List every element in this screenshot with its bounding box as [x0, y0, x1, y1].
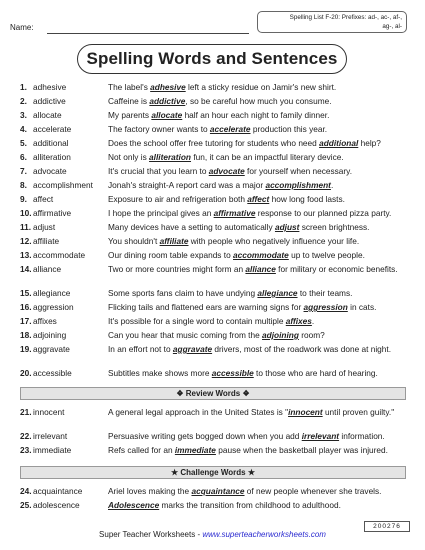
word-number: 14. [20, 264, 32, 274]
highlighted-word: immediate [174, 445, 216, 455]
spelling-word: additional [33, 138, 69, 148]
spelling-word: affixes [33, 316, 57, 326]
sentence-text-after: up to twelve people. [288, 250, 365, 260]
sentence [108, 250, 408, 260]
footer-text: Super Teacher Worksheets - [99, 530, 203, 539]
word-number: 23. [20, 445, 32, 455]
highlighted-word: affirmative [213, 208, 256, 218]
highlighted-word: affixes [285, 316, 312, 326]
highlighted-word: advocate [208, 166, 245, 176]
spelling-word: adjust [33, 222, 56, 232]
sentence [108, 236, 408, 246]
spelling-word: adhesive [33, 82, 67, 92]
sentence [108, 180, 408, 190]
sentence [108, 166, 408, 176]
sentence-text-after: . [330, 180, 334, 190]
sentence-text-before: In an effort not to [108, 344, 173, 354]
sentence [108, 264, 408, 274]
sentence-text-after: half an hour each night to family dinner. [182, 110, 330, 120]
highlighted-word: affiliate [159, 236, 189, 246]
sentence [108, 486, 408, 496]
sentence-text-before: Two or more countries might form an [108, 264, 246, 274]
word-number: 22. [20, 431, 32, 441]
word-number: 18. [20, 330, 32, 340]
sentence-text-before: Our dining room table expands to [108, 250, 233, 260]
sentence [108, 431, 408, 441]
sentence-text-before: It's possible for a single word to contain multiple [108, 316, 286, 326]
name-label: Name: [10, 23, 34, 32]
sentence-text-after: to those who are hard of hearing. [253, 368, 378, 378]
sentence-text-after: marks the transition from childhood to adulthood. [159, 500, 341, 510]
sentence-text-after: , so be careful how much you consume. [185, 96, 332, 106]
highlighted-word: aggression [303, 302, 348, 312]
spelling-word: affect [33, 194, 54, 204]
sentence-text-after: . [311, 316, 315, 326]
sentence-text-after: with people who negatively influence your life. [188, 236, 360, 246]
sentence [108, 344, 408, 354]
sentence-text-before: The factory owner wants to [108, 124, 210, 134]
highlighted-word: alliance [245, 264, 276, 274]
sentence-text-before: A general legal approach in the United States is " [108, 407, 289, 417]
spelling-word: accessible [33, 368, 72, 378]
word-number: 6. [20, 152, 27, 162]
word-number: 1. [20, 82, 27, 92]
sentence [108, 368, 408, 378]
spelling-word: accommodate [33, 250, 86, 260]
sentence-text-after: how long food lasts. [269, 194, 345, 204]
sentence-text-after: of new people whenever she travels. [244, 486, 382, 496]
footer-url[interactable]: www.superteacherworksheets.com [202, 530, 326, 539]
worksheet-code: 200276 [364, 521, 410, 532]
highlighted-word: addictive [149, 96, 186, 106]
sentence-text-before: Does the school offer free tutoring for students who need [108, 138, 320, 148]
sentence-text-after: until proven guilty." [322, 407, 395, 417]
sentence-text-after: help? [358, 138, 381, 148]
sentence [108, 194, 408, 204]
spelling-word: addictive [33, 96, 66, 106]
word-number: 13. [20, 250, 32, 260]
highlighted-word: innocent [288, 407, 323, 417]
sentence-text-after: room? [298, 330, 325, 340]
highlighted-word: accomplishment [265, 180, 331, 190]
sentence-text-after: left a sticky residue on Jamir's new shirt. [185, 82, 337, 92]
word-number: 24. [20, 486, 32, 496]
highlighted-word: accommodate [233, 250, 289, 260]
sentence [108, 96, 408, 106]
word-number: 16. [20, 302, 32, 312]
word-number: 8. [20, 180, 27, 190]
sentence-text-after: for military or economic benefits. [275, 264, 398, 274]
sentence [108, 124, 408, 134]
spelling-word: alliance [33, 264, 62, 274]
word-number: 4. [20, 124, 27, 134]
page-title: Spelling Words and Sentences [77, 44, 347, 74]
highlighted-word: allocate [151, 110, 183, 120]
word-number: 19. [20, 344, 32, 354]
spelling-word: alliteration [33, 152, 71, 162]
sentence-text-before: I hope the principal gives an [108, 208, 214, 218]
highlighted-word: accessible [211, 368, 254, 378]
spelling-word: advocate [33, 166, 67, 176]
highlighted-word: accelerate [209, 124, 251, 134]
spelling-word: immediate [33, 445, 72, 455]
sentence-text-after: production this year. [250, 124, 328, 134]
word-number: 25. [20, 500, 32, 510]
challenge-words-header: ★ Challenge Words ★ [20, 466, 406, 479]
sentence [108, 152, 408, 162]
sentence-text-after: information. [339, 431, 385, 441]
sentence-text-before: Some sports fans claim to have undying [108, 288, 258, 298]
name-line [47, 33, 249, 34]
sentence-text-before: The label's [108, 82, 151, 92]
sentence-text-after: screen brightness. [299, 222, 370, 232]
sentence-text-before: Refs called for an [108, 445, 175, 455]
highlighted-word: adjoining [262, 330, 299, 340]
review-words-header: ❖ Review Words ❖ [20, 387, 406, 400]
word-number: 11. [20, 222, 32, 232]
list-info-line2: ag-, al- [382, 22, 402, 30]
sentence [108, 110, 408, 120]
highlighted-word: affect [247, 194, 270, 204]
spelling-word: accelerate [33, 124, 72, 134]
word-number: 9. [20, 194, 27, 204]
sentence-text-after: response to our planned pizza party. [255, 208, 392, 218]
highlighted-word: acquaintance [191, 486, 245, 496]
highlighted-word: irrelevant [301, 431, 340, 441]
word-number: 7. [20, 166, 27, 176]
sentence-text-before: Many devices have a setting to automatically [108, 222, 275, 232]
highlighted-word: alliteration [149, 152, 192, 162]
word-number: 20. [20, 368, 32, 378]
word-number: 2. [20, 96, 27, 106]
sentence [108, 445, 408, 455]
spelling-word: affiliate [33, 236, 60, 246]
footer [0, 530, 425, 539]
highlighted-word: aggravate [172, 344, 213, 354]
highlighted-word: additional [319, 138, 359, 148]
spelling-word: adolescence [33, 500, 80, 510]
sentence [108, 302, 408, 312]
highlighted-word: adjust [274, 222, 300, 232]
sentence [108, 330, 408, 340]
spelling-word: allegiance [33, 288, 71, 298]
sentence-text-before: Persuasive writing gets bogged down when you add [108, 431, 302, 441]
sentence [108, 138, 408, 148]
sentence-text-before: Flicking tails and flattened ears are warning signs for [108, 302, 304, 312]
sentence-text-before: Not only is [108, 152, 150, 162]
sentence-text-before: It's crucial that you learn to [108, 166, 209, 176]
sentence-text-after: fun, it can be an impactful literary device. [191, 152, 344, 162]
sentence-text-before: Jonah's straight-A report card was a major [108, 180, 266, 190]
sentence-text-before: Ariel loves making the [108, 486, 192, 496]
highlighted-word: allegiance [257, 288, 298, 298]
sentence-text-before: Caffeine is [108, 96, 150, 106]
sentence [108, 500, 408, 510]
sentence-text-after: drivers, most of the roadwork was done at night. [212, 344, 392, 354]
sentence-text-before: You shouldn't [108, 236, 160, 246]
spelling-word: aggression [33, 302, 74, 312]
sentence-text-before: Exposure to air and refrigeration both [108, 194, 248, 204]
sentence-text-before: Can you hear that music coming from the [108, 330, 263, 340]
word-number: 5. [20, 138, 27, 148]
spelling-word: accomplishment [33, 180, 93, 190]
word-number: 12. [20, 236, 32, 246]
word-number: 21. [20, 407, 32, 417]
sentence-text-after: to their teams. [297, 288, 353, 298]
spelling-word: acquaintance [33, 486, 83, 496]
word-number: 15. [20, 288, 32, 298]
sentence [108, 82, 408, 92]
list-info-line1: Spelling List F-20: Prefixes: ad-, ac-, af-, [289, 14, 402, 21]
spelling-word: aggravate [33, 344, 70, 354]
sentence [108, 208, 408, 218]
spelling-word: innocent [33, 407, 65, 417]
sentence-text-before: Subtitles make shows more [108, 368, 212, 378]
list-info-box [257, 11, 407, 33]
spelling-word: irrelevant [33, 431, 68, 441]
highlighted-word: adhesive [150, 82, 186, 92]
highlighted-word: Adolescence [108, 500, 160, 510]
sentence-text-after: pause when the basketball player was injured. [215, 445, 388, 455]
word-number: 3. [20, 110, 27, 120]
sentence [108, 407, 408, 417]
sentence [108, 288, 408, 298]
sentence-text-after: for yourself when necessary. [244, 166, 353, 176]
word-number: 17. [20, 316, 32, 326]
sentence [108, 222, 408, 232]
spelling-word: adjoining [33, 330, 67, 340]
word-number: 10. [20, 208, 32, 218]
sentence-text-after: in cats. [347, 302, 377, 312]
sentence [108, 316, 408, 326]
sentence-text-before: My parents [108, 110, 152, 120]
spelling-word: affirmative [33, 208, 72, 218]
spelling-word: allocate [33, 110, 62, 120]
